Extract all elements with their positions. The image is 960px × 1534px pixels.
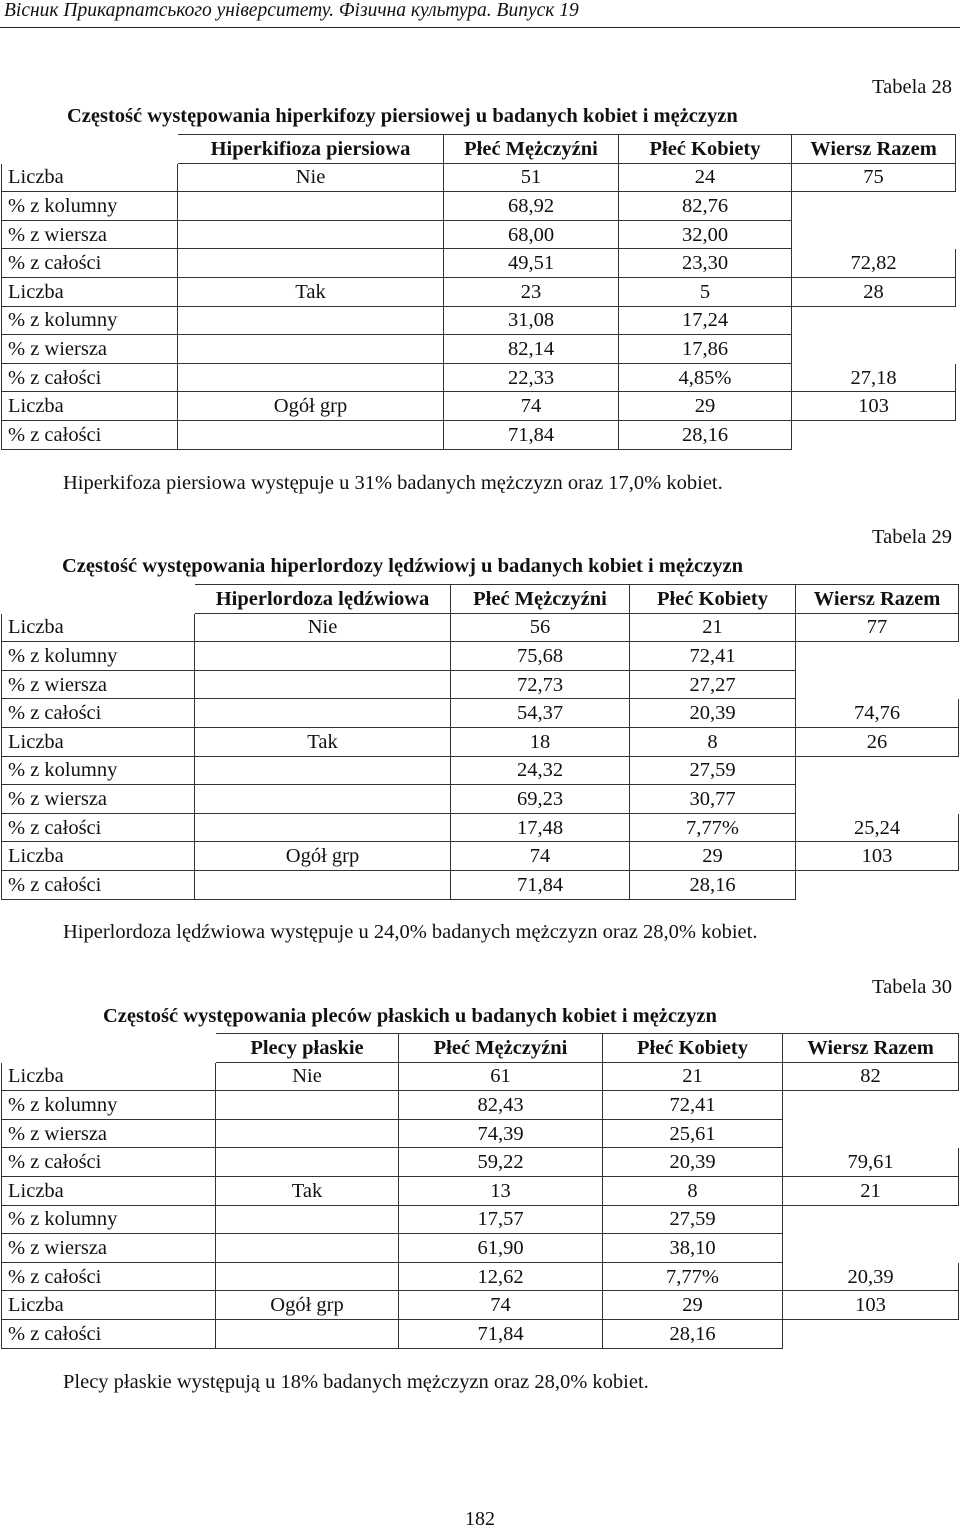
row-label-cell: Liczba [2, 1062, 216, 1091]
table-cell: 61 [399, 1062, 603, 1091]
table-number: Tabela 29 [872, 526, 952, 548]
table-cell [216, 1205, 399, 1234]
header-cell-empty [2, 135, 178, 164]
table-cell [195, 785, 451, 814]
table-cell: 7,77% [603, 1262, 783, 1291]
row-label-cell: % z wiersza [2, 785, 195, 814]
table-row [2, 756, 959, 785]
header-cell: Wiersz Razem [783, 1034, 959, 1063]
table-row [2, 813, 959, 842]
table-cell: 8 [603, 1176, 783, 1205]
table-title: Częstość występowania pleców płaskich u badanych kobiet i mężczyzn [103, 1005, 717, 1027]
row-label-cell: % z kolumny [2, 1205, 216, 1234]
table-cell [178, 220, 444, 249]
table-cell: 71,84 [444, 420, 619, 449]
table-cell [783, 1119, 959, 1148]
row-label-cell: % z całości [2, 813, 195, 842]
table-header-row [2, 1034, 959, 1063]
table-cell: 21 [783, 1176, 959, 1205]
header-cell: Płeć Kobiety [630, 585, 796, 614]
table-cell: 74 [399, 1291, 603, 1320]
header-cell: Plecy płaskie [216, 1034, 399, 1063]
table-cell: 4,85% [619, 363, 792, 392]
table-row [2, 842, 959, 871]
header-rule [0, 27, 960, 28]
journal-header: Вісник Прикарпатського університету. Фізична культура. Випуск 19 [4, 0, 579, 21]
table-cell [178, 335, 444, 364]
table-row [2, 699, 959, 728]
row-label-cell: Liczba [2, 163, 178, 192]
table-cell [178, 420, 444, 449]
table-cell: 75 [792, 163, 956, 192]
table-cell: 28,16 [619, 420, 792, 449]
table-cell [783, 1234, 959, 1263]
table-cell: 22,33 [444, 363, 619, 392]
table-cell: 103 [796, 842, 959, 871]
table-cell: 74,39 [399, 1119, 603, 1148]
table-cell: 54,37 [451, 699, 630, 728]
table-row [2, 220, 956, 249]
table-cell: 31,08 [444, 306, 619, 335]
table-cell: 28,16 [603, 1319, 783, 1348]
table-cell: 69,23 [451, 785, 630, 814]
row-label-cell: Liczba [2, 613, 195, 642]
table-cell: 61,90 [399, 1234, 603, 1263]
table-cell: Ogół grp [216, 1291, 399, 1320]
table-row [2, 613, 959, 642]
table-cell: Nie [195, 613, 451, 642]
table-cell [792, 192, 956, 221]
table-cell: 82 [783, 1062, 959, 1091]
table-cell: 29 [630, 842, 796, 871]
table-cell: 74,76 [796, 699, 959, 728]
header-cell: Płeć Kobiety [603, 1034, 783, 1063]
table-cell [796, 870, 959, 899]
row-label-cell: Liczba [2, 727, 195, 756]
table-cell: 18 [451, 727, 630, 756]
row-label-cell: % z wiersza [2, 670, 195, 699]
table-cell [195, 813, 451, 842]
header-cell: Wiersz Razem [796, 585, 959, 614]
table-cell: 24,32 [451, 756, 630, 785]
data-table [1, 584, 959, 900]
table-row [2, 192, 956, 221]
header-cell: Płeć Mężczyźni [451, 585, 630, 614]
table-row [2, 1119, 959, 1148]
row-label-cell: % z całości [2, 363, 178, 392]
table-cell: 72,41 [630, 642, 796, 671]
table-cell [195, 870, 451, 899]
table-cell: 27,18 [792, 363, 956, 392]
table-cell: 7,77% [630, 813, 796, 842]
table-cell: 71,84 [399, 1319, 603, 1348]
table-title: Częstość występowania hiperkifozy piersiowej u badanych kobiet i mężczyzn [67, 105, 738, 127]
row-label-cell: Liczba [2, 842, 195, 871]
table-cell [796, 756, 959, 785]
table-row [2, 1091, 959, 1120]
table-cell: 17,57 [399, 1205, 603, 1234]
table-cell: 74 [451, 842, 630, 871]
header-cell: Wiersz Razem [792, 135, 956, 164]
table-row [2, 363, 956, 392]
table-row [2, 163, 956, 192]
table-summary: Hiperkifoza piersiowa występuje u 31% badanych mężczyzn oraz 17,0% kobiet. [63, 472, 723, 494]
row-label-cell: % z kolumny [2, 306, 178, 335]
table-cell: 72,73 [451, 670, 630, 699]
row-label-cell: % z wiersza [2, 220, 178, 249]
table-cell: 49,51 [444, 249, 619, 278]
table-row [2, 1062, 959, 1091]
header-cell: Płeć Kobiety [619, 135, 792, 164]
table-cell: 26 [796, 727, 959, 756]
table-number: Tabela 30 [872, 976, 952, 998]
table-row [2, 1319, 959, 1348]
table-cell: 32,00 [619, 220, 792, 249]
table-cell [178, 249, 444, 278]
row-label-cell: % z całości [2, 1262, 216, 1291]
table-cell: 28,16 [630, 870, 796, 899]
table-cell: 12,62 [399, 1262, 603, 1291]
row-label-cell: % z wiersza [2, 335, 178, 364]
table-cell: 17,86 [619, 335, 792, 364]
table-cell: 13 [399, 1176, 603, 1205]
row-label-cell: % z całości [2, 1319, 216, 1348]
table-cell [178, 306, 444, 335]
table-cell [796, 670, 959, 699]
data-table [1, 134, 956, 450]
table-cell [792, 420, 956, 449]
row-label-cell: % z wiersza [2, 1119, 216, 1148]
row-label-cell: % z całości [2, 249, 178, 278]
table-cell [792, 306, 956, 335]
table-cell: 56 [451, 613, 630, 642]
row-label-cell: % z kolumny [2, 192, 178, 221]
row-label-cell: Liczba [2, 277, 178, 306]
table-cell [792, 335, 956, 364]
table-cell: 25,24 [796, 813, 959, 842]
table-cell: 29 [603, 1291, 783, 1320]
table-cell [216, 1262, 399, 1291]
table-row [2, 642, 959, 671]
table-row [2, 1148, 959, 1177]
table-row [2, 1262, 959, 1291]
table-cell: 74 [444, 392, 619, 421]
table-cell: 25,61 [603, 1119, 783, 1148]
header-cell-empty [2, 585, 195, 614]
row-label-cell: % z całości [2, 699, 195, 728]
row-label-cell: Liczba [2, 1291, 216, 1320]
table-row [2, 306, 956, 335]
table-cell: 68,92 [444, 192, 619, 221]
table-cell: 72,82 [792, 249, 956, 278]
table-cell: Ogół grp [178, 392, 444, 421]
table-cell: 75,68 [451, 642, 630, 671]
table-cell: 71,84 [451, 870, 630, 899]
table-cell [783, 1205, 959, 1234]
table-summary: Hiperlordoza lędźwiowa występuje u 24,0% badanych mężczyzn oraz 28,0% kobiet. [63, 921, 758, 943]
row-label-cell: % z całości [2, 420, 178, 449]
table-cell: 38,10 [603, 1234, 783, 1263]
table-cell [195, 699, 451, 728]
table-cell: 82,76 [619, 192, 792, 221]
table-cell: Tak [178, 277, 444, 306]
table-cell [783, 1319, 959, 1348]
table-cell [178, 363, 444, 392]
table-cell: 68,00 [444, 220, 619, 249]
table-cell [783, 1091, 959, 1120]
table-cell: 8 [630, 727, 796, 756]
table-cell: 82,43 [399, 1091, 603, 1120]
table-cell: 17,48 [451, 813, 630, 842]
table-cell [216, 1091, 399, 1120]
table-cell: 21 [603, 1062, 783, 1091]
table-row [2, 1291, 959, 1320]
header-cell: Płeć Mężczyźni [444, 135, 619, 164]
table-header-row [2, 585, 959, 614]
table-cell [796, 785, 959, 814]
table-cell [216, 1234, 399, 1263]
table-cell [216, 1319, 399, 1348]
table-cell: 23 [444, 277, 619, 306]
table-cell: 27,59 [630, 756, 796, 785]
header-cell: Hiperlordoza lędźwiowa [195, 585, 451, 614]
table-cell: 29 [619, 392, 792, 421]
table-row [2, 335, 956, 364]
row-label-cell: Liczba [2, 392, 178, 421]
table-cell: 20,39 [783, 1262, 959, 1291]
table-cell: Ogół grp [195, 842, 451, 871]
row-label-cell: % z kolumny [2, 642, 195, 671]
row-label-cell: % z całości [2, 870, 195, 899]
header-cell-empty [2, 1034, 216, 1063]
row-label-cell: % z kolumny [2, 756, 195, 785]
table-cell [195, 642, 451, 671]
table-cell: 72,41 [603, 1091, 783, 1120]
table-cell: 23,30 [619, 249, 792, 278]
table-cell: 21 [630, 613, 796, 642]
table-cell: 20,39 [603, 1148, 783, 1177]
table-row [2, 420, 956, 449]
table-row [2, 1234, 959, 1263]
data-table [1, 1033, 959, 1349]
table-cell [178, 192, 444, 221]
table-cell: 5 [619, 277, 792, 306]
table-cell: Nie [216, 1062, 399, 1091]
table-cell: 51 [444, 163, 619, 192]
table-cell: Nie [178, 163, 444, 192]
row-label-cell: % z wiersza [2, 1234, 216, 1263]
table-row [2, 670, 959, 699]
table-cell: 82,14 [444, 335, 619, 364]
table-cell: 79,61 [783, 1148, 959, 1177]
table-title: Częstość występowania hiperlordozy lędźwiowj u badanych kobiet i mężczyzn [62, 555, 744, 577]
table-cell: 30,77 [630, 785, 796, 814]
row-label-cell: % z kolumny [2, 1091, 216, 1120]
table-row [2, 1205, 959, 1234]
table-cell: 103 [792, 392, 956, 421]
table-cell [195, 756, 451, 785]
table-row [2, 249, 956, 278]
table-cell: 28 [792, 277, 956, 306]
table-cell [792, 220, 956, 249]
row-label-cell: % z całości [2, 1148, 216, 1177]
table-header-row [2, 135, 956, 164]
table-cell: 17,24 [619, 306, 792, 335]
table-cell [796, 642, 959, 671]
table-row [2, 277, 956, 306]
header-cell: Hiperkifioza piersiowa [178, 135, 444, 164]
table-row [2, 392, 956, 421]
table-row [2, 727, 959, 756]
header-cell: Płeć Mężczyźni [399, 1034, 603, 1063]
table-cell: 20,39 [630, 699, 796, 728]
table-row [2, 870, 959, 899]
table-cell: Tak [195, 727, 451, 756]
table-cell: 59,22 [399, 1148, 603, 1177]
page-number: 182 [465, 1508, 495, 1530]
table-row [2, 785, 959, 814]
table-cell [216, 1148, 399, 1177]
table-cell: 27,59 [603, 1205, 783, 1234]
table-cell: 24 [619, 163, 792, 192]
table-cell: 103 [783, 1291, 959, 1320]
table-cell: Tak [216, 1176, 399, 1205]
table-number: Tabela 28 [872, 76, 952, 98]
row-label-cell: Liczba [2, 1176, 216, 1205]
table-cell [216, 1119, 399, 1148]
table-cell: 27,27 [630, 670, 796, 699]
table-summary: Plecy płaskie występują u 18% badanych mężczyzn oraz 28,0% kobiet. [63, 1371, 649, 1393]
table-cell [195, 670, 451, 699]
table-row [2, 1176, 959, 1205]
table-cell: 77 [796, 613, 959, 642]
